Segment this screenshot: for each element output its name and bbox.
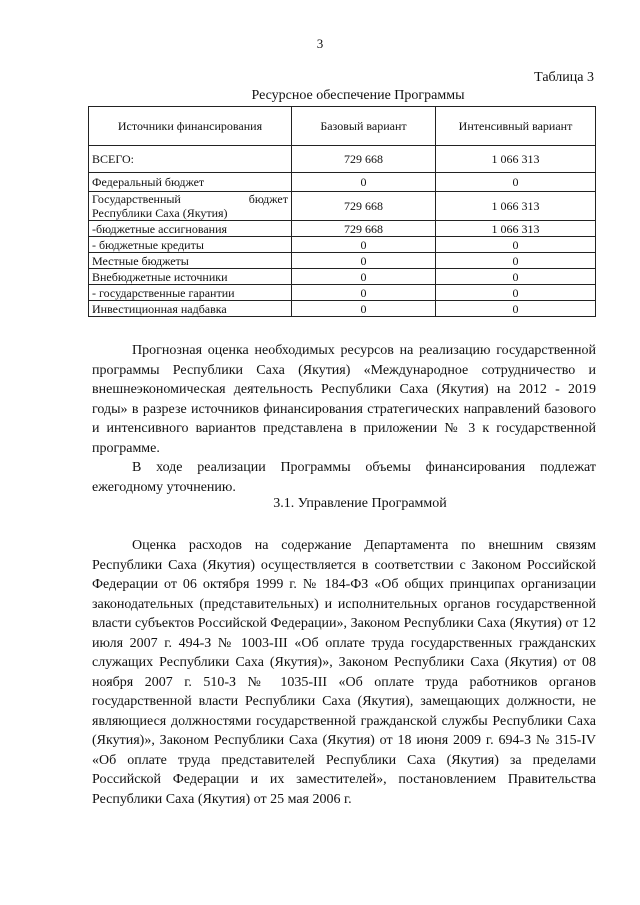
table-label: Таблица 3 xyxy=(534,70,594,85)
row-base: 0 xyxy=(292,173,436,192)
table-row xyxy=(89,269,596,285)
row-base: 0 xyxy=(292,253,436,269)
table-row xyxy=(89,173,596,192)
row-source: Федеральный бюджет xyxy=(89,173,292,192)
row-intensive: 0 xyxy=(436,173,596,192)
paragraph-expense-estimate: Оценка расходов на содержание Департамента по внешним связям Республики Саха (Якутия) осуществляется в соответствии с Законом Российской Федерации от 06 октября 1999 г. № 184-ФЗ «Об общих принципах организации законодательных (представительных) и исполнительных органов государственной власти субъектов Российской Федерации», Законом Республики Саха (Якутия) от 12 июля 2007 г. 494-З № 1003-III «Об оплате труда государственных гражданских служащих Республики Саха (Якутия)», Законом Республики Саха (Якутия) от 08 ноября 2007 г. 510-З № 1035-III «Об оплате труда работников органов государственной власти Республики Саха (Якутия), замещающих должности, не являющиеся должностями государственной гражданской службы Республики Саха (Якутия)», Законом Республики Саха (Якутия) от 18 июня 2009 г. 694-З № 315-IV «Об оплате труда представителей Республики Саха (Якутия) за пределами Российской Федерации и их заместителей», постановлением Правительства Республики Саха (Якутия) от 25 мая 2006 г. xyxy=(92,538,596,807)
section-heading: 3.1. Управление Программой xyxy=(273,496,447,511)
table-header-row xyxy=(89,107,596,146)
row-base: 0 xyxy=(292,269,436,285)
table-row xyxy=(89,221,596,237)
row-intensive: 0 xyxy=(436,301,596,317)
row-base: 729 668 xyxy=(292,146,436,173)
row-source: Внебюджетные источники xyxy=(89,269,292,285)
table-row xyxy=(89,237,596,253)
page-number: 3 xyxy=(316,36,324,51)
table-row xyxy=(89,301,596,317)
table-row xyxy=(89,146,596,173)
row-source-line-2: Республики Саха (Якутия) xyxy=(92,206,228,220)
row-intensive: 0 xyxy=(436,285,596,301)
row-intensive: 1 066 313 xyxy=(436,221,596,237)
row-intensive: 1 066 313 xyxy=(436,192,596,221)
row-source: Инвестиционная надбавка xyxy=(89,301,292,317)
row-intensive: 0 xyxy=(436,253,596,269)
row-base: 0 xyxy=(292,237,436,253)
table-row xyxy=(89,192,596,221)
header-sources: Источники финансирования xyxy=(89,107,292,146)
row-base: 729 668 xyxy=(292,221,436,237)
row-source: - бюджетные кредиты xyxy=(89,237,292,253)
row-intensive: 0 xyxy=(436,269,596,285)
table-row xyxy=(89,253,596,269)
row-source-line-1: Государственный бюджет xyxy=(92,192,288,206)
paragraph-annual-update: В ходе реализации Программы объемы финансирования подлежат ежегодному уточнению. xyxy=(92,460,596,495)
paragraph-resources-forecast: Прогнозная оценка необходимых ресурсов на реализацию государственной программы Республики Саха (Якутия) «Международное сотрудничество и внешнеэкономическая деятельность Республики Саха (Якутия) на 2012 - 2019 годы» в разрезе источников финансирования стратегических направлений базового и интенсивного вариантов представлена в приложении № 3 к государственной программе. xyxy=(92,343,596,456)
row-intensive: 0 xyxy=(436,237,596,253)
row-base: 729 668 xyxy=(292,192,436,221)
financing-table xyxy=(88,106,596,317)
header-base: Базовый вариант xyxy=(292,107,436,146)
row-base: 0 xyxy=(292,285,436,301)
row-source: ВСЕГО: xyxy=(89,146,292,173)
row-source xyxy=(89,192,292,221)
table-row xyxy=(89,285,596,301)
row-intensive: 1 066 313 xyxy=(436,146,596,173)
header-intensive: Интенсивный вариант xyxy=(436,107,596,146)
row-source: -бюджетные ассигнования xyxy=(89,221,292,237)
row-source: Местные бюджеты xyxy=(89,253,292,269)
row-source: - государственные гарантии xyxy=(89,285,292,301)
table-title: Ресурсное обеспечение Программы xyxy=(251,88,465,103)
row-base: 0 xyxy=(292,301,436,317)
